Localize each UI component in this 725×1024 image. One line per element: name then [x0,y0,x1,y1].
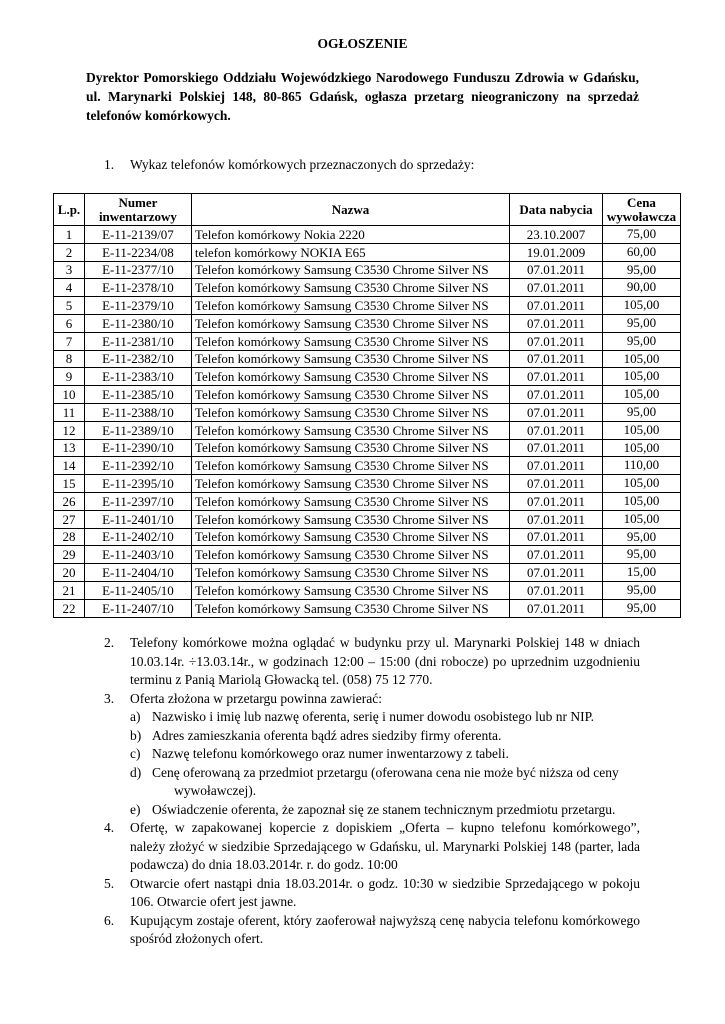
table-row [54,243,681,261]
cell-inventory-number: E-11-2404/10 [84,564,191,582]
cell-price: 95,00 [602,261,680,279]
cell-lp: 7 [54,332,85,350]
cell-date: 07.01.2011 [510,368,603,386]
cell-lp: 10 [54,386,85,404]
sub-item-letter: e) [130,801,141,817]
cell-name: Telefon komórkowy Samsung C3530 Chrome Silver NS [191,439,509,457]
cell-date: 07.01.2011 [510,599,603,617]
cell-inventory-number: E-11-2405/10 [84,581,191,599]
sub-item-b [130,727,640,746]
table-header-row [54,194,681,226]
sub-item-text: Oświadczenie oferenta, że zapoznał się ze stanem technicznym przedmiotu przetargu. [152,801,616,817]
table-row [54,332,681,350]
item-number: 3. [104,690,115,706]
cell-lp: 27 [54,510,85,528]
item-text: Ofertę, w zapakowanej kopercie z dopiskiem „Oferta – kupno telefonu komórkowego”, należy złożyć w siedzibie Sprzedającego w Gdańsku, ul. Marynarki Polskiej 148 (parter, lada podawcza) do dnia 18.03.2014r. r. do godz. 10:00 [130,820,640,872]
cell-name: Telefon komórkowy Nokia 2220 [191,226,509,244]
item-text: Telefony komórkowe można oglądać w budynku przy ul. Marynarki Polskiej 148 w dniach 10.03.14r. ÷13.03.14r., w godzinach 12:00 – 15:00 (dni robocze) po uprzednim uzgodnieniu terminu z Panią Mariolą Głowacką tel. (058) 75 12 770. [130,635,640,687]
cell-lp: 11 [54,403,85,421]
cell-date: 07.01.2011 [510,581,603,599]
cell-inventory-number: E-11-2382/10 [84,350,191,368]
item-number: 4. [104,820,115,835]
document-title: OGŁOSZENIE [317,36,408,51]
cell-inventory-number: E-11-2378/10 [84,279,191,297]
cell-inventory-number: E-11-2383/10 [84,368,191,386]
cell-name: Telefon komórkowy Samsung C3530 Chrome Silver NS [191,314,509,332]
item-number: 2. [104,635,115,650]
table-row [54,564,681,582]
cell-price: 105,00 [602,386,680,404]
cell-price: 105,00 [602,492,680,510]
cell-lp: 26 [54,492,85,510]
cell-price: 60,00 [602,243,680,261]
phones-table [53,193,681,618]
cell-date: 19.01.2009 [510,243,603,261]
cell-lp: 14 [54,457,85,475]
cell-inventory-number: E-11-2381/10 [84,332,191,350]
cell-date: 23.10.2007 [510,226,603,244]
cell-price: 15,00 [602,564,680,582]
cell-name: Telefon komórkowy Samsung C3530 Chrome Silver NS [191,528,509,546]
cell-name: Telefon komórkowy Samsung C3530 Chrome Silver NS [191,279,509,297]
header-date: Data nabycia [510,194,603,226]
sub-item-text-continued: wywoławczej). [174,783,257,798]
cell-date: 07.01.2011 [510,279,603,297]
list-item-4 [104,819,640,875]
cell-name: Telefon komórkowy Samsung C3530 Chrome Silver NS [191,546,509,564]
sub-item-d [130,764,640,801]
cell-date: 07.01.2011 [510,261,603,279]
item-number: 5. [104,875,115,891]
header-price-line2: wywoławcza [606,208,677,224]
table-row [54,510,681,528]
cell-lp: 15 [54,475,85,493]
cell-lp: 28 [54,528,85,546]
cell-date: 07.01.2011 [510,546,603,564]
list-heading-text: Wykaz telefonów komórkowych przeznaczonych do sprzedaży: [130,157,475,172]
item-text: Oferta złożona w przetargu powinna zawierać: [130,690,382,706]
cell-inventory-number: E-11-2397/10 [84,492,191,510]
cell-date: 07.01.2011 [510,457,603,475]
table-row [54,528,681,546]
table-body [54,226,681,618]
cell-price: 105,00 [602,421,680,439]
table-row [54,261,681,279]
list-item-6 [104,912,640,949]
table-row [54,439,681,457]
sub-item-text: Nazwę telefonu komórkowego oraz numer inwentarzowy z tabeli. [152,746,509,761]
table-row [54,581,681,599]
cell-name: Telefon komórkowy Samsung C3530 Chrome Silver NS [191,492,509,510]
cell-name: Telefon komórkowy Samsung C3530 Chrome Silver NS [191,350,509,368]
list-item-2 [104,634,640,690]
cell-inventory-number: E-11-2388/10 [84,403,191,421]
cell-lp: 3 [54,261,85,279]
item-number: 6. [104,912,115,928]
cell-date: 07.01.2011 [510,475,603,493]
table-row [54,386,681,404]
sub-item-text: Cenę oferowaną za przedmiot przetargu (oferowana cena nie może być niższa od ceny [152,764,619,780]
header-inventory-line2: inwentarzowy [98,208,177,224]
cell-price: 105,00 [602,510,680,528]
header-lp: L.p. [54,194,85,226]
sub-item-letter: d) [130,764,142,780]
cell-date: 07.01.2011 [510,332,603,350]
cell-date: 07.01.2011 [510,492,603,510]
cell-name: Telefon komórkowy Samsung C3530 Chrome Silver NS [191,475,509,493]
cell-inventory-number: E-11-2395/10 [84,475,191,493]
cell-name: Telefon komórkowy Samsung C3530 Chrome Silver NS [191,403,509,421]
table-row [54,279,681,297]
table-row [54,297,681,315]
cell-price: 105,00 [602,439,680,457]
cell-name: Telefon komórkowy Samsung C3530 Chrome Silver NS [191,510,509,528]
cell-lp: 29 [54,546,85,564]
cell-name: Telefon komórkowy Samsung C3530 Chrome Silver NS [191,332,509,350]
cell-lp: 5 [54,297,85,315]
cell-name: Telefon komórkowy Samsung C3530 Chrome Silver NS [191,261,509,279]
cell-price: 95,00 [602,528,680,546]
list-item-3 [104,690,640,820]
offer-contents-list [130,708,640,819]
cell-inventory-number: E-11-2392/10 [84,457,191,475]
cell-date: 07.01.2011 [510,314,603,332]
sub-item-text: Adres zamieszkania oferenta bądź adres siedziby firmy oferenta. [152,727,502,743]
cell-price: 75,00 [602,226,680,244]
header-price [602,194,680,226]
table-row [54,457,681,475]
cell-date: 07.01.2011 [510,297,603,315]
cell-name: Telefon komórkowy Samsung C3530 Chrome Silver NS [191,386,509,404]
cell-date: 07.01.2011 [510,564,603,582]
list-heading [104,157,644,173]
cell-lp: 21 [54,581,85,599]
item-text: Kupującym zostaje oferent, który zaoferował najwyższą cenę nabycia telefonu komórkowego spośród złożonych ofert. [130,912,640,946]
sub-item-a [130,708,640,727]
conditions-list [104,634,640,949]
cell-date: 07.01.2011 [510,421,603,439]
cell-inventory-number: E-11-2389/10 [84,421,191,439]
cell-price: 105,00 [602,297,680,315]
cell-price: 95,00 [602,546,680,564]
cell-date: 07.01.2011 [510,386,603,404]
cell-lp: 9 [54,368,85,386]
cell-name: Telefon komórkowy Samsung C3530 Chrome Silver NS [191,368,509,386]
cell-inventory-number: E-11-2380/10 [84,314,191,332]
cell-date: 07.01.2011 [510,439,603,457]
cell-lp: 1 [54,226,85,244]
cell-lp: 13 [54,439,85,457]
item-text: Otwarcie ofert nastąpi dnia 18.03.2014r. o godz. 10:30 w siedzibie Sprzedającego w pokoju 106. Otwarcie ofert jest jawne. [130,875,640,909]
header-price-line1: Cena [627,194,656,210]
cell-lp: 4 [54,279,85,297]
cell-lp: 8 [54,350,85,368]
cell-name: Telefon komórkowy Samsung C3530 Chrome Silver NS [191,599,509,617]
cell-price: 90,00 [602,279,680,297]
cell-inventory-number: E-11-2385/10 [84,386,191,404]
cell-date: 07.01.2011 [510,510,603,528]
sub-item-letter: b) [130,727,142,743]
cell-inventory-number: E-11-2407/10 [84,599,191,617]
cell-price: 95,00 [602,403,680,421]
cell-price: 95,00 [602,314,680,332]
cell-price: 95,00 [602,599,680,617]
intro-paragraph: Dyrektor Pomorskiego Oddziału Wojewódzkiego Narodowego Funduszu Zdrowia w Gdańsku, ul. Marynarki Polskiej 148, 80-865 Gdańsk, ogłasza przetarg nieograniczony na sprzedaż telefonów komórkowych. [86,70,639,123]
cell-lp: 2 [54,243,85,261]
cell-inventory-number: E-11-2377/10 [84,261,191,279]
table-row [54,403,681,421]
cell-inventory-number: E-11-2379/10 [84,297,191,315]
sub-item-letter: a) [130,709,141,724]
table-row [54,368,681,386]
cell-inventory-number: E-11-2401/10 [84,510,191,528]
cell-lp: 20 [54,564,85,582]
cell-name: Telefon komórkowy Samsung C3530 Chrome Silver NS [191,457,509,475]
cell-name: Telefon komórkowy Samsung C3530 Chrome Silver NS [191,297,509,315]
cell-price: 95,00 [602,581,680,599]
cell-date: 07.01.2011 [510,528,603,546]
cell-name: Telefon komórkowy Samsung C3530 Chrome Silver NS [191,421,509,439]
cell-inventory-number: E-11-2390/10 [84,439,191,457]
sub-item-text: Nazwisko i imię lub nazwę oferenta, serię i numer dowodu osobistego lub nr NIP. [152,709,595,724]
list-heading-number: 1. [104,157,115,172]
cell-lp: 22 [54,599,85,617]
table-row [54,350,681,368]
cell-price: 110,00 [602,457,680,475]
header-inventory [84,194,191,226]
cell-price: 105,00 [602,368,680,386]
header-inventory-line1: Numer [118,194,158,210]
sub-item-e [130,801,640,820]
table-row [54,475,681,493]
table-row [54,421,681,439]
cell-inventory-number: E-11-2403/10 [84,546,191,564]
table-row [54,226,681,244]
cell-price: 105,00 [602,475,680,493]
cell-date: 07.01.2011 [510,350,603,368]
list-item-5 [104,875,640,912]
table-row [54,599,681,617]
cell-name: Telefon komórkowy Samsung C3530 Chrome Silver NS [191,581,509,599]
cell-inventory-number: E-11-2139/07 [84,226,191,244]
sub-item-c [130,745,640,764]
cell-name: telefon komórkowy NOKIA E65 [191,243,509,261]
cell-lp: 12 [54,421,85,439]
table-row [54,492,681,510]
cell-date: 07.01.2011 [510,403,603,421]
cell-price: 105,00 [602,350,680,368]
cell-inventory-number: E-11-2234/08 [84,243,191,261]
table-row [54,546,681,564]
header-name: Nazwa [191,194,509,226]
cell-price: 95,00 [602,332,680,350]
cell-inventory-number: E-11-2402/10 [84,528,191,546]
table-row [54,314,681,332]
cell-name: Telefon komórkowy Samsung C3530 Chrome Silver NS [191,564,509,582]
cell-lp: 6 [54,314,85,332]
sub-item-letter: c) [130,746,141,761]
